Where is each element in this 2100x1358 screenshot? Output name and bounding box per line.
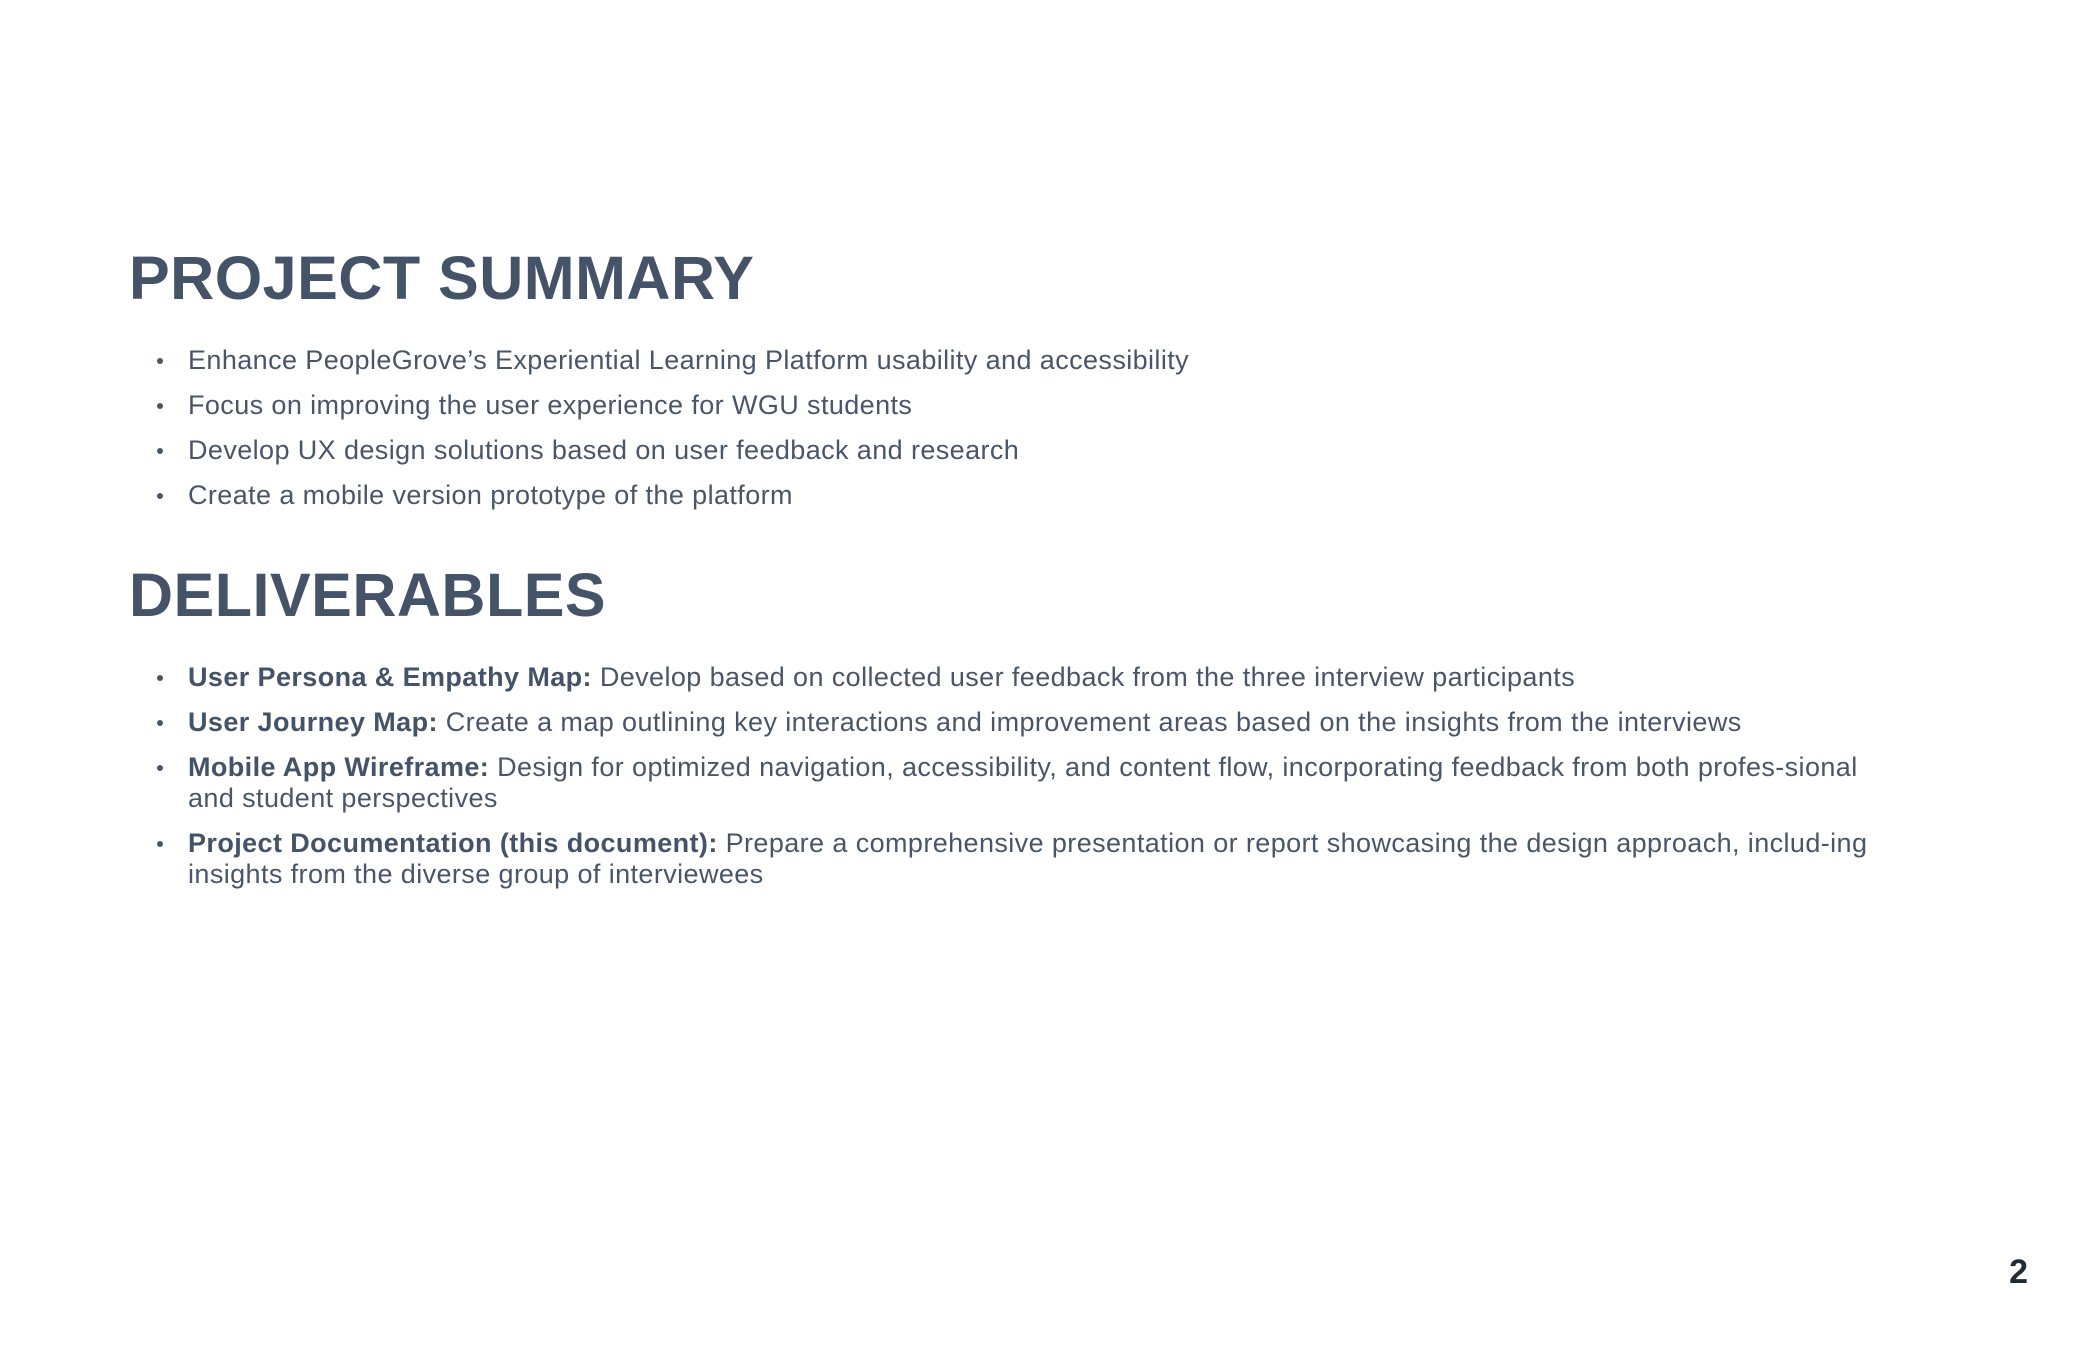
- bullet-icon: [157, 675, 163, 681]
- bullet-icon: [157, 493, 163, 499]
- list-item-text: Develop UX design solutions based on user feedback and research: [188, 435, 1020, 465]
- bullet-icon: [157, 720, 163, 726]
- list-item: [150, 707, 1910, 738]
- bullet-icon: [157, 841, 163, 847]
- deliverable-label: User Journey Map:: [188, 707, 438, 737]
- list-item-text: Create a mobile version prototype of the platform: [188, 480, 793, 510]
- list-item: [150, 345, 1910, 376]
- list-item: [150, 828, 1910, 890]
- list-item-text: Enhance PeopleGrove’s Experiential Learning Platform usability and accessibility: [188, 345, 1190, 375]
- deliverable-description: Design for optimized navigation, accessibility, and content flow, incorporating feedback from both profes-sional and student perspectives: [188, 752, 1858, 813]
- deliverable-label: User Persona & Empathy Map:: [188, 662, 592, 692]
- list-item: [150, 435, 1910, 466]
- bullet-icon: [157, 765, 163, 771]
- deliverable-label: Mobile App Wireframe:: [188, 752, 490, 782]
- deliverable-description: Prepare a comprehensive presentation or report showcasing the design approach, includ-ing insights from the diverse group of interviewees: [188, 828, 1868, 889]
- bullet-icon: [157, 403, 163, 409]
- list-item: [150, 752, 1910, 814]
- deliverable-description: Create a map outlining key interactions and improvement areas based on the insights from the interviews: [437, 707, 1742, 737]
- project-summary-heading: PROJECT SUMMARY: [129, 244, 755, 312]
- deliverables-heading: DELIVERABLES: [129, 561, 607, 629]
- bullet-icon: [157, 358, 163, 364]
- bullet-icon: [157, 448, 163, 454]
- list-item-text: Focus on improving the user experience for WGU students: [188, 390, 913, 420]
- deliverables-list: [150, 662, 1910, 904]
- project-summary-list: [150, 345, 1910, 525]
- page-number: 2: [2009, 1253, 2028, 1291]
- deliverable-description: Develop based on collected user feedback from the three interview participants: [591, 662, 1576, 692]
- list-item: [150, 390, 1910, 421]
- list-item: [150, 480, 1910, 511]
- list-item: [150, 662, 1910, 693]
- deliverable-label: Project Documentation (this document):: [188, 828, 718, 858]
